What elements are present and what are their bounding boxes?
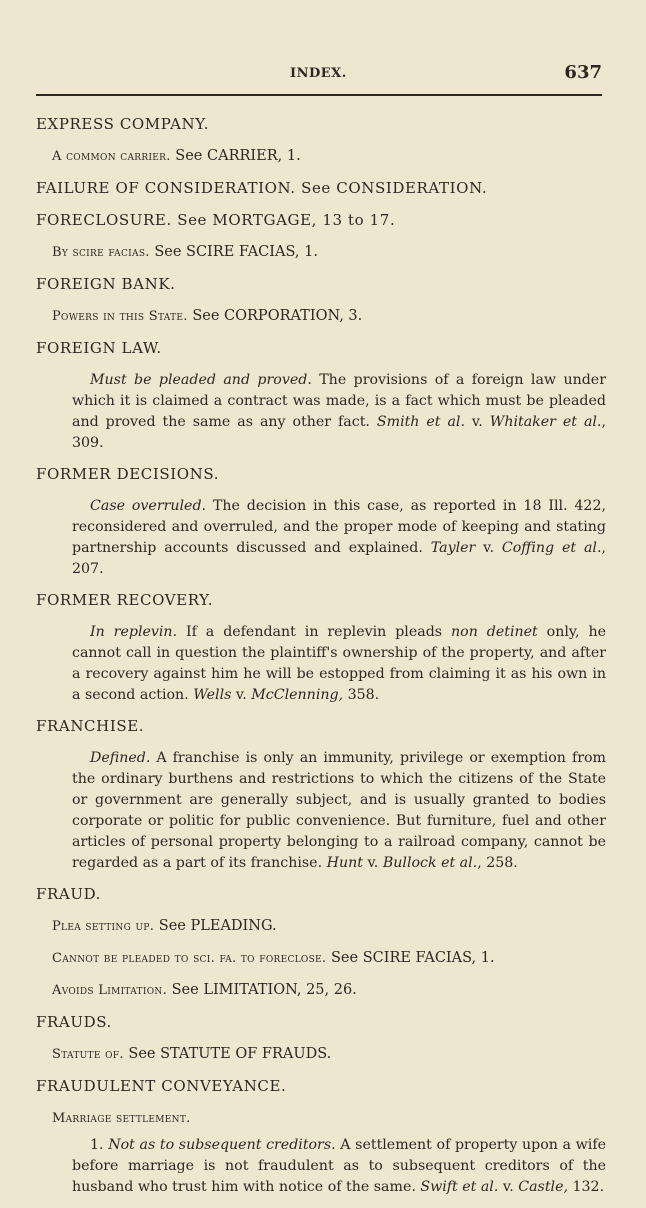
page-cite: 132.: [567, 1179, 605, 1195]
entry-heading: FRAUD.: [36, 885, 102, 903]
entry-heading: FOREIGN BANK.: [36, 275, 176, 293]
subentry: [52, 1044, 606, 1065]
lead-phrase: Case overruled.: [90, 498, 207, 514]
entry-heading-text: FAILURE OF CONSIDERATION.: [36, 179, 296, 197]
case-party: McClenning,: [251, 687, 344, 703]
entry-heading: [36, 210, 606, 230]
subentry-label: Powers in this State.: [52, 309, 188, 324]
entry-paragraph: [72, 496, 606, 580]
cross-reference: See CONSIDERATION.: [301, 179, 488, 197]
cross-reference: See PLEADING.: [158, 918, 277, 934]
case-party: Hunt: [326, 855, 363, 871]
paragraph-text: The decision in this case, as reported in 18 Ill. 422, reconsidered and overruled, and the proper mode of keeping and stating partnership accounts discussed and explained.: [72, 498, 606, 556]
paragraph-text: A franchise is only an immunity, privilege or exemption from the ordinary burthens and restrictions to which the citizens of the State or government are generally subject, and is usually granted to bodies corporate or politic for public convenience. But furniture, fuel and other articles of personal property belonging to a railroad company, cannot be regarded as a part of its franchise.: [72, 750, 606, 871]
page-cite: , 258.: [477, 855, 518, 871]
case-party: Whitaker et al.: [489, 414, 602, 430]
case-party: Coffing et al.: [501, 540, 602, 556]
cross-reference: See CARRIER, 1.: [175, 148, 301, 164]
entry-heading: FOREIGN LAW.: [36, 339, 162, 357]
cross-reference: See SCIRE FACIAS, 1.: [154, 244, 318, 260]
subentry: [52, 948, 606, 969]
paragraph-text: A settlement of property upon a wife before marriage is not fraudulent as to subsequent creditors of the husband who trust him with notice of the same.: [72, 1137, 606, 1195]
case-party: Swift et al.: [420, 1179, 499, 1195]
entry-heading-text: FORECLOSURE.: [36, 211, 172, 229]
subentry-label: Plea setting up.: [52, 919, 155, 934]
index-content: [36, 114, 606, 1208]
versus: v.: [362, 855, 383, 871]
subentry: [52, 1108, 606, 1129]
running-header: [36, 62, 602, 84]
lead-phrase: In replevin.: [90, 624, 178, 640]
cross-reference: See STATUTE OF FRAUDS.: [128, 1046, 332, 1062]
header-rule: [36, 94, 602, 96]
case-party: Wells: [193, 687, 232, 703]
cross-reference: See SCIRE FACIAS, 1.: [330, 950, 495, 966]
page-cite: , 309.: [72, 414, 606, 451]
entry-heading: FORMER DECISIONS.: [36, 465, 220, 483]
cross-reference: See LIMITATION, 25, 26.: [171, 982, 357, 998]
case-party: Smith et al.: [376, 414, 465, 430]
page-cite: , 207.: [72, 540, 606, 577]
subentry-label: A common carrier.: [52, 149, 171, 164]
entry-paragraph: [72, 748, 606, 874]
case-party: Castle,: [518, 1179, 568, 1195]
paragraph-text: If a defendant in replevin pleads: [177, 624, 452, 640]
page-cite: 358.: [343, 687, 380, 703]
subentry: [52, 146, 606, 167]
subentry-label: Statute of.: [52, 1047, 124, 1062]
paragraph-text: The provisions of a foreign law under which it is claimed a contract was made, is a fact which must be pleaded and proved the same as any other fact.: [72, 372, 606, 430]
entry-heading: EXPRESS COMPANY.: [36, 115, 210, 133]
case-party: Bullock et al.: [382, 855, 478, 871]
subentry-label: By scire facias.: [52, 245, 150, 260]
entry-heading: FORMER RECOVERY.: [36, 591, 214, 609]
versus: v.: [475, 540, 502, 556]
versus: v.: [498, 1179, 519, 1195]
subentry-label: Marriage settlement.: [52, 1111, 191, 1126]
entry-heading: FRAUDS.: [36, 1013, 112, 1031]
lead-phrase: Defined.: [90, 750, 151, 766]
legal-term: non detinet: [451, 624, 538, 640]
entry-heading: FRAUDULENT CONVEYANCE.: [36, 1077, 287, 1095]
paragraph-text: only, he cannot call in question the plaintiff's ownership of the property, and after a recovery against him he will be estopped from claiming it as his own in a second action.: [72, 624, 607, 703]
lead-phrase: Must be pleaded and proved.: [90, 372, 312, 388]
page-number: 637: [564, 62, 602, 83]
header-title: INDEX.: [290, 66, 347, 81]
lead-phrase: Not as to subsequent creditors.: [108, 1137, 336, 1153]
entry-paragraph: [72, 622, 606, 706]
item-number: 1.: [90, 1137, 104, 1153]
versus: v.: [464, 414, 490, 430]
case-party: Tayler: [430, 540, 476, 556]
subentry: [52, 980, 606, 1001]
subentry: [52, 242, 606, 263]
entry-paragraph: [72, 370, 606, 454]
cross-reference: See MORTGAGE, 13 to 17.: [177, 211, 396, 229]
subentry: [52, 306, 606, 327]
versus: v.: [231, 687, 252, 703]
subentry-label: Cannot be pleaded to sci. fa. to foreclose.: [52, 951, 327, 966]
subentry-label: Avoids Limitation.: [52, 983, 167, 998]
cross-reference: See CORPORATION, 3.: [192, 308, 363, 324]
entry-paragraph: [72, 1135, 606, 1198]
subentry: [52, 916, 606, 937]
entry-heading: [36, 178, 606, 198]
entry-heading: FRANCHISE.: [36, 717, 145, 735]
